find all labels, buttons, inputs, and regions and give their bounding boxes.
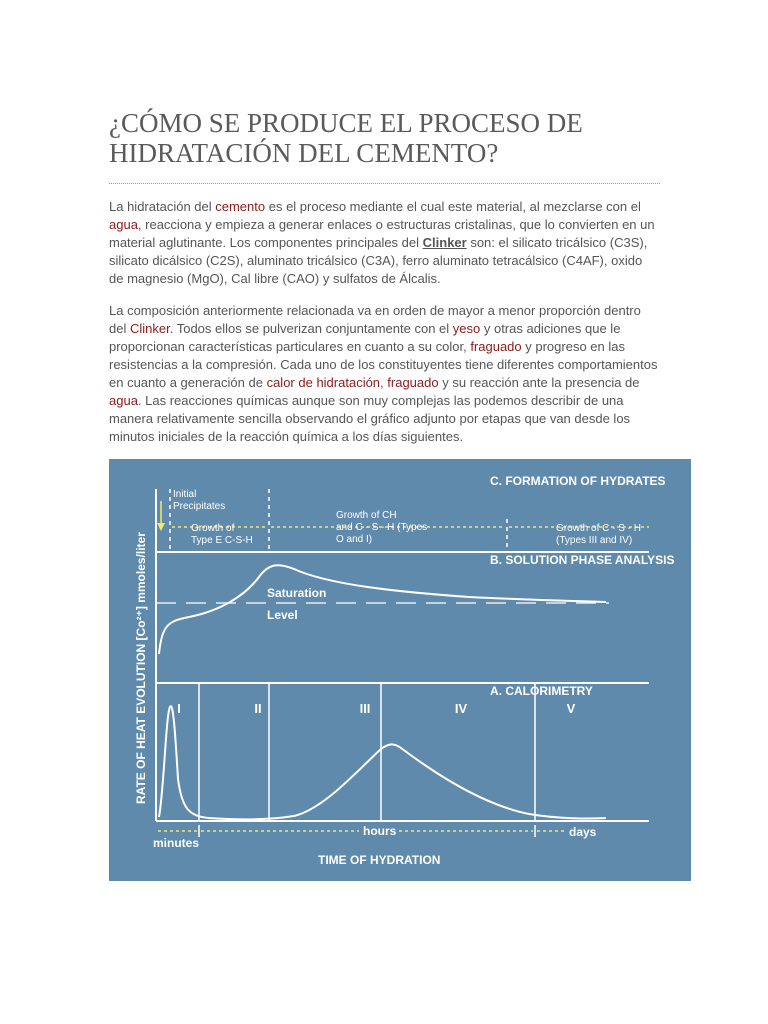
section-a-label: A. CALORIMETRY [490, 684, 593, 698]
paragraph-1 [109, 198, 659, 288]
p1-text-2: es el proceso mediante el cual este material, al mezclarse con el [265, 199, 641, 214]
p1-text-3: , reacciona y empieza a generar enlaces o estructuras cristalinas, que lo convierten en un material aglutinante. Los componentes principales del [109, 217, 655, 250]
hydration-diagram-svg [109, 459, 691, 881]
link-calor-hidratacion[interactable]: calor de hidratación [266, 375, 381, 390]
y-axis-label: RATE OF HEAT EVOLUTION [Co²⁺] mmoles/liter [134, 532, 148, 804]
x-label-hours: hours [363, 824, 397, 838]
concentration-curve [159, 565, 606, 654]
p2-text-7: . Las reacciones químicas aunque son muy complejas las podemos describir de una manera relativamente sencilla observando el gráfico adjunto por etapas que van desde los minutos iniciales de la reacción química a los días siguientes. [109, 393, 631, 444]
link-cemento[interactable]: cemento [215, 199, 266, 214]
link-agua-2[interactable]: agua [109, 393, 138, 408]
link-fraguado-2[interactable]: fraguado [387, 375, 439, 390]
x-axis-title: TIME OF HYDRATION [318, 853, 441, 867]
stage-label-5: V [566, 701, 576, 716]
link-agua[interactable]: agua [109, 217, 138, 232]
x-label-days: days [569, 825, 597, 839]
growth-2-line-2: and C - S - H (Types [336, 522, 428, 533]
p2-text-5: , [380, 375, 388, 390]
link-yeso[interactable]: yeso [452, 321, 481, 336]
link-clinker-2[interactable]: Clinker [129, 321, 170, 336]
link-fraguado[interactable]: fraguado [470, 339, 522, 354]
arrow-initial-head [157, 523, 165, 531]
paragraph-2 [109, 302, 659, 446]
saturation-label-1: Saturation [267, 586, 327, 600]
initial-precipitates-2: Precipitates [173, 501, 226, 512]
stage-label-1: I [177, 701, 181, 716]
p2-text-2: . Todos ellos se pulverizan conjuntamente con el [169, 321, 453, 336]
growth-3-line-2: (Types III and IV) [556, 535, 633, 546]
p2-text-6: y su reacción ante la presencia de [438, 375, 640, 390]
stage-label-4: IV [454, 701, 468, 716]
p2-text-1: La composición anteriormente relacionada va en orden de mayor a menor proporción dentro del [109, 303, 641, 336]
p1-text-4: son: el silicato tricálsico (C3S), silicato dicálsico (C2S), aluminato tricálsico (C3A), ferro aluminato tetracálsico (C4AF), oxido de magnesio (MgO), Cal libre (CAO) y sulfatos de Álcalis. [109, 235, 648, 286]
section-c-label: C. FORMATION OF HYDRATES [490, 474, 666, 488]
stage-label-3: III [359, 701, 371, 716]
title-divider [109, 183, 660, 184]
stage-label-2: II [254, 701, 262, 716]
growth-1-line-1: Growth of [191, 523, 235, 534]
growth-2-line-1: Growth of CH [336, 510, 397, 521]
initial-precipitates-1: Initial [173, 489, 197, 500]
heat-evolution-curve [159, 706, 606, 819]
growth-3-line-1: Growth of C - S - H [556, 523, 642, 534]
growth-1-line-2: Type E C-S-H [191, 535, 253, 546]
p1-text-1: La hidratación del [109, 199, 216, 214]
p2-text-3: y otras adiciones que le proporcionan características particulares en cuanto a su color, [109, 321, 621, 354]
growth-2-line-3: O and I) [336, 534, 373, 545]
x-label-minutes: minutes [153, 836, 200, 850]
hydration-diagram [109, 459, 691, 881]
link-clinker[interactable]: Clinker [422, 235, 467, 250]
p2-text-4: y progreso en las resistencias a la compresión. Cada uno de los constituyentes tiene diferentes comportamientos en cuanto a generación de [109, 339, 658, 390]
page-title: ¿CÓMO SE PRODUCE EL PROCESO DE HIDRATACIÓN DEL CEMENTO? [109, 108, 583, 168]
section-b-label: B. SOLUTION PHASE ANALYSIS [490, 553, 675, 567]
saturation-label-2: Level [267, 608, 298, 622]
